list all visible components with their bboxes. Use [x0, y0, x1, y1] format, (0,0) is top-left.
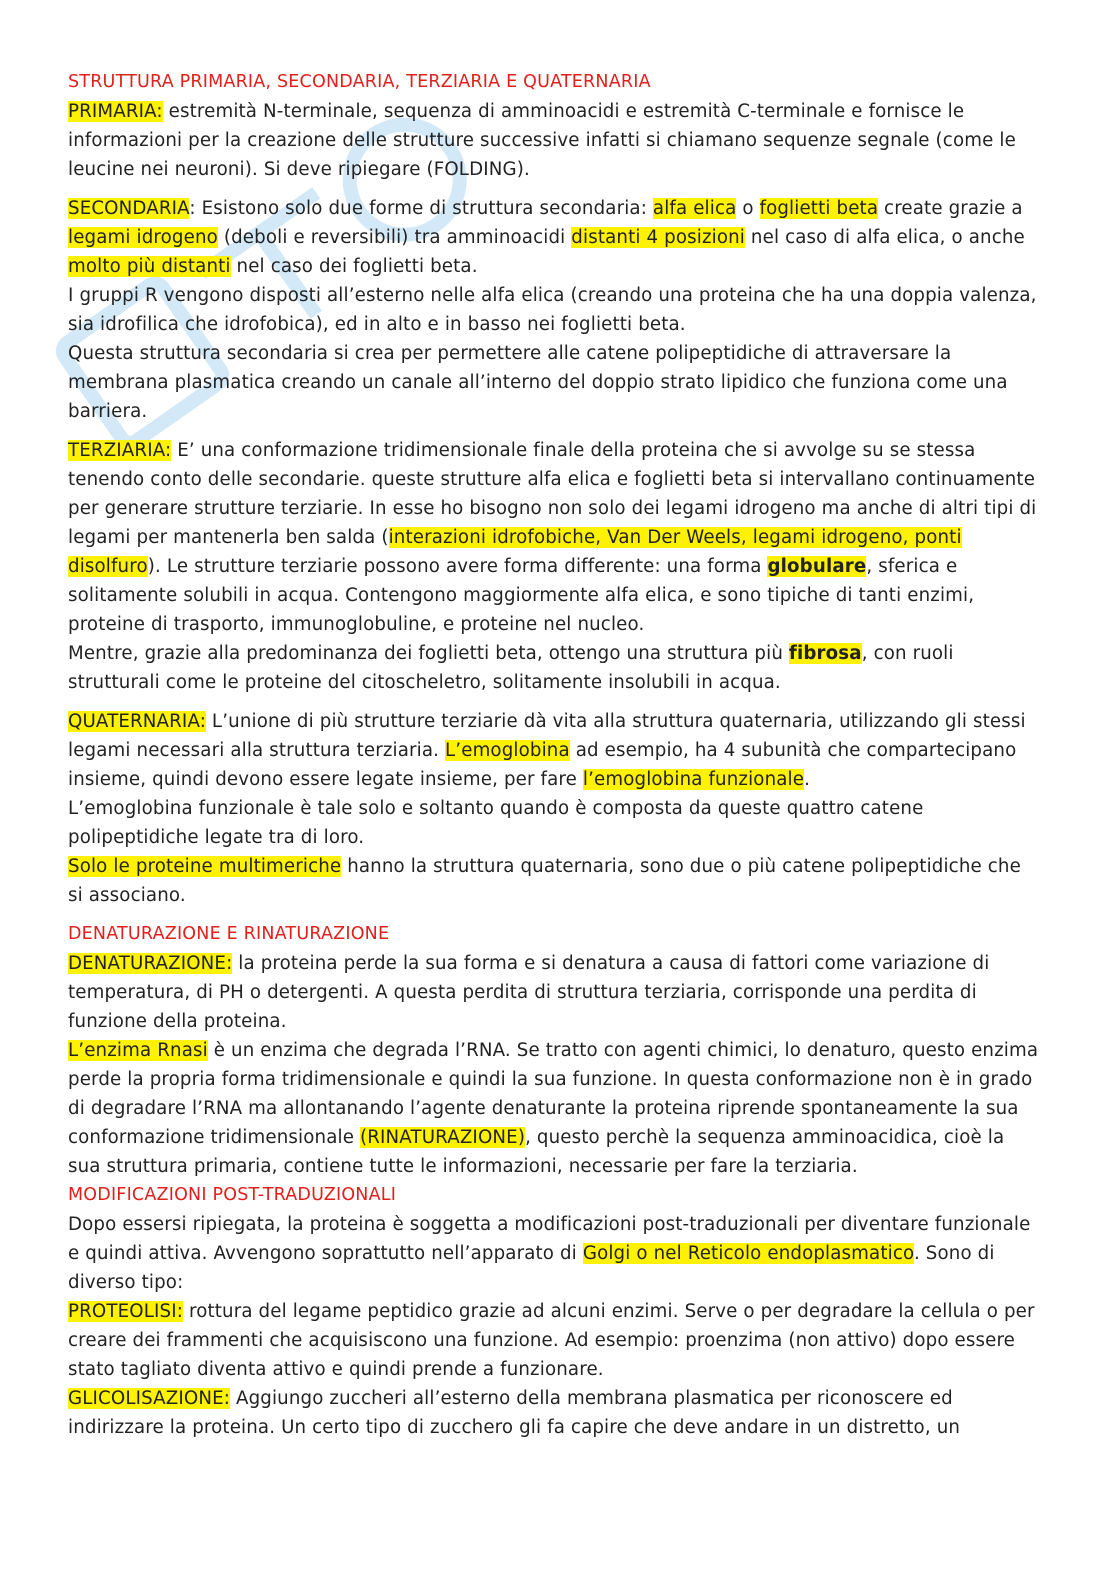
- text: : Esistono solo due forme di struttura secondaria:: [189, 198, 653, 219]
- text: Dopo essersi ripiegata, la proteina è soggetta a modificazioni post-traduzionali per diventare funzionale e quindi attiva. Avvengono soprattutto nell’apparato di: [68, 1214, 1031, 1264]
- term-label: PRIMARIA:: [68, 101, 163, 122]
- text: create grazie a: [878, 198, 1023, 219]
- term-label: QUATERNARIA:: [68, 711, 206, 732]
- section-title: MODIFICAZIONI POST-TRADUZIONALI: [68, 1185, 397, 1205]
- paragraph-text: Questa struttura secondaria si crea per permettere alle catene polipeptidiche di attraversare la membrana plasmatica creando un canale all’interno del doppio strato lipidico che funziona come una barriera.: [68, 343, 1008, 422]
- text: L’unione di più strutture terziarie dà vita alla struttura quaternaria, utilizzando gli stessi legami necessari alla struttura terziaria.: [68, 711, 1026, 761]
- paragraph-fibrosa: [68, 639, 1040, 697]
- highlight: Solo le proteine multimeriche: [68, 856, 342, 877]
- term-label: DENATURAZIONE:: [68, 953, 233, 974]
- text: E’ una conformazione tridimensionale finale della proteina che si avvolge su se stessa tenendo conto delle secondarie. queste strutture alfa elica e foglietti beta si intervallano continuamente per generare strutture terziarie. In esse ho bisogno non solo dei legami idrogeno ma anche di altri tipi di legami per mantenerla ben salda (: [68, 440, 1037, 548]
- text: , sferica e solitamente solubili in acqua. Contengono maggiormente alfa elica, e sono tipiche di tanti enzimi, proteine di trasporto, immunoglobuline, e proteine nel nucleo.: [68, 556, 975, 635]
- text: .: [804, 769, 811, 790]
- highlight: distanti 4 posizioni: [571, 227, 745, 248]
- text: , con ruoli strutturali come le proteine del citoscheletro, solitamente insolubili in acqua.: [68, 643, 954, 693]
- paragraph-text: estremità N-terminale, sequenza di amminoacidi e estremità C-terminale e fornisce le informazioni per la creazione delle strutture successive infatti si chiamano sequenze segnale (come le leucine nei neuroni). Si deve ripiegare (FOLDING).: [68, 101, 1016, 180]
- text: nel caso di alfa elica, o anche: [745, 227, 1025, 248]
- highlight: L’emoglobina: [445, 740, 570, 761]
- highlight: molto più distanti: [68, 256, 231, 277]
- highlight: legami idrogeno: [68, 227, 218, 248]
- paragraph-modificazioni: [68, 1210, 1040, 1297]
- text: Aggiungo zuccheri all’esterno della membrana plasmatica per riconoscere ed indirizzare la proteina. Un certo tipo di zucchero gli fa capire che deve andare in un distretto, un: [68, 1388, 961, 1438]
- highlight: L’enzima Rnasi: [68, 1040, 208, 1061]
- text: (deboli e reversibili) tra amminoacidi: [217, 227, 572, 248]
- text: ad esempio, ha 4 subunità che compartecipano insieme, quindi devono essere legate insieme, per fare: [68, 740, 1017, 790]
- text: . Sono di diverso tipo:: [68, 1243, 995, 1293]
- term-label: SECONDARIA: [68, 198, 190, 219]
- paragraph-denaturazione: [68, 949, 1040, 1036]
- text: ). Le strutture terziarie possono avere forma differente: una forma: [147, 556, 768, 577]
- term-label: PROTEOLISI:: [68, 1301, 184, 1322]
- section-title: STRUTTURA PRIMARIA, SECONDARIA, TERZIARIA E QUATERNARIA: [68, 72, 651, 92]
- bold-highlight: fibrosa: [788, 643, 862, 664]
- paragraph-secondaria: [68, 194, 1040, 281]
- paragraph-rnasi: [68, 1036, 1040, 1181]
- paragraph-proteolisi: [68, 1297, 1040, 1384]
- text: rottura del legame peptidico grazie ad alcuni enzimi. Serve o per degradare la cellula o per creare dei frammenti che acquisiscono una funzione. Ad esempio: proenzima (non attivo) dopo essere stato tagliato diventa attivo e quindi prende a funzionare.: [68, 1301, 1035, 1380]
- highlight: interazioni idrofobiche, Van Der Weels, legami idrogeno, ponti disolfuro: [68, 527, 962, 577]
- text: Mentre, grazie alla predominanza dei foglietti beta, ottengo una struttura più: [68, 643, 789, 664]
- text: nel caso dei foglietti beta.: [230, 256, 478, 277]
- text: hanno la struttura quaternaria, sono due o più catene polipeptidiche che si associano.: [68, 856, 1021, 906]
- highlight: l’emoglobina funzionale: [582, 769, 805, 790]
- highlight: foglietti beta: [759, 198, 879, 219]
- paragraph-multimeriche: [68, 852, 1040, 910]
- paragraph-terziaria: [68, 436, 1040, 639]
- text: , questo perchè la sequenza amminoacidica, cioè la sua struttura primaria, contiene tutte le informazioni, necessarie per fare la terziaria.: [68, 1127, 1005, 1177]
- paragraph-quaternaria: [68, 707, 1040, 794]
- highlight: Golgi o nel Reticolo endoplasmatico: [582, 1243, 914, 1264]
- highlight: alfa elica: [652, 198, 737, 219]
- document-page: [68, 68, 1040, 1442]
- term-label: TERZIARIA:: [68, 440, 172, 461]
- term-label: GLICOLISAZIONE:: [68, 1388, 231, 1409]
- paragraph-primaria: [68, 97, 1040, 184]
- highlight: (RINATURAZIONE): [359, 1127, 526, 1148]
- text: è un enzima che degrada l’RNA. Se tratto con agenti chimici, lo denaturo, questo enzima perde la propria forma tridimensionale e quindi la sua funzione. In questa conformazione non è in grado di degradare l’RNA ma allontanando l’agente denaturante la proteina riprende spontaneamente la sua conformazione tridimensionale: [68, 1040, 1039, 1148]
- paragraph-glicolisazione: [68, 1384, 1040, 1442]
- paragraph-text: L’emoglobina funzionale è tale solo e soltanto quando è composta da queste quattro catene polipeptidiche legate tra di loro.: [68, 798, 924, 848]
- paragraph-text: I gruppi R vengono disposti all’esterno nelle alfa elica (creando una proteina che ha una doppia valenza, sia idrofilica che idrofobica), ed in alto e in basso nei foglietti beta.: [68, 285, 1037, 335]
- bold-highlight: globulare: [767, 556, 867, 577]
- section-title: DENATURAZIONE E RINATURAZIONE: [68, 924, 390, 944]
- text: la proteina perde la sua forma e si denatura a causa di fattori come variazione di temperatura, di PH o detergenti. A questa perdita di struttura terziaria, corrisponde una perdita di funzione della proteina.: [68, 953, 990, 1032]
- text: o: [736, 198, 760, 219]
